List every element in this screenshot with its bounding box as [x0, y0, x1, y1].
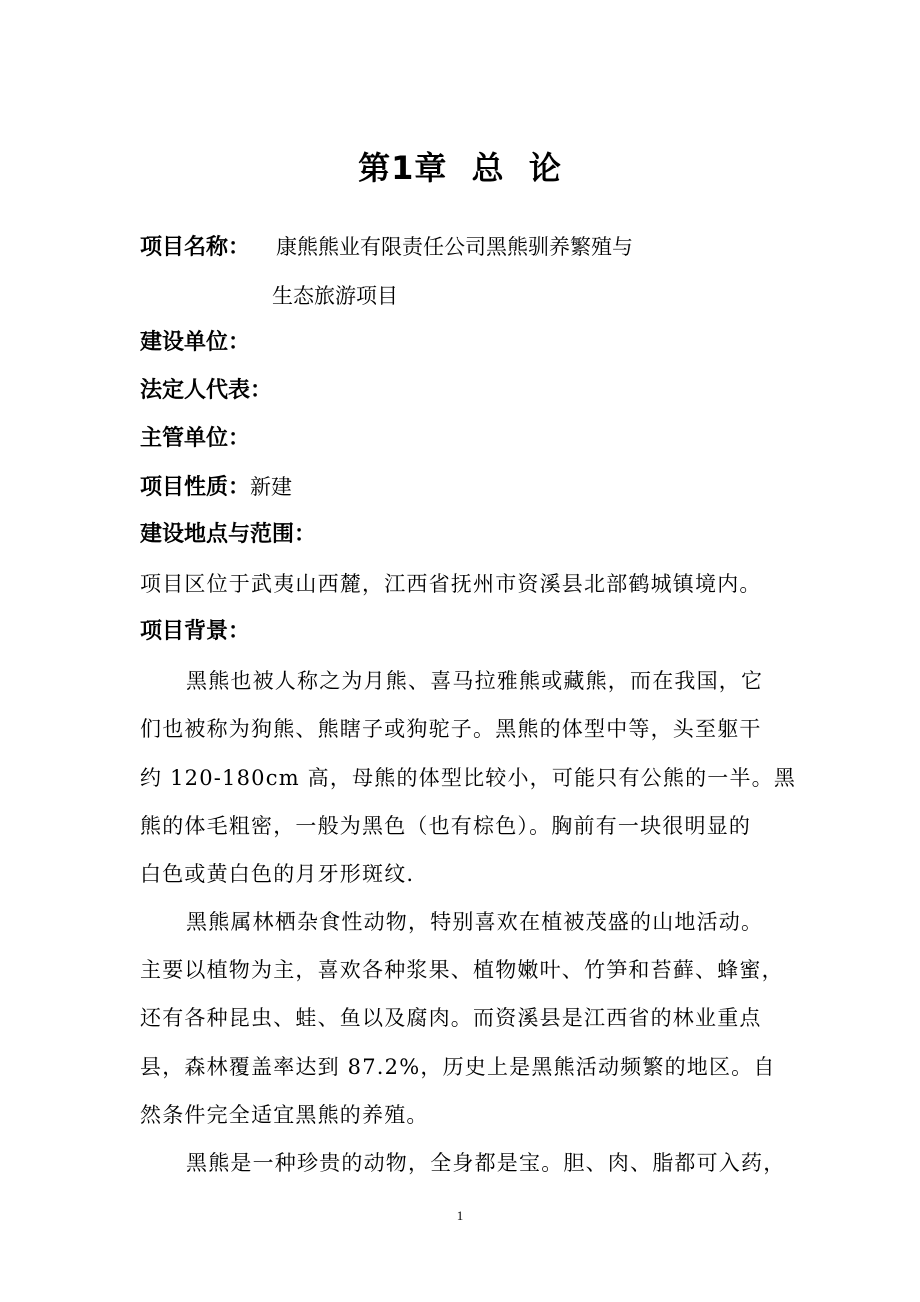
project-nature-row	[140, 472, 292, 504]
location-text: 项目区位于武夷山西麓，江西省抚州市资溪县北部鹤城镇境内。	[140, 572, 762, 596]
legal-representative-label: 法定人代表：	[140, 378, 273, 403]
paragraph-1-line: 白色或黄白色的月牙形斑纹.	[140, 862, 415, 886]
paragraph-3-line: 黑熊是一种珍贵的动物，全身都是宝。胆、肉、脂都可入药，	[186, 1151, 786, 1175]
project-nature-label: 项目性质：	[140, 475, 251, 500]
paragraph-2-line: 还有各种昆虫、蛙、鱼以及腐肉。而资溪县是江西省的林业重点	[140, 1006, 762, 1030]
paragraph-1-line: 熊的体毛粗密，一般为黑色（也有棕色）。胸前有一块很明显的	[140, 814, 752, 838]
project-nature-value: 新建	[250, 475, 293, 499]
paragraph-1-line: 黑熊也被人称之为月熊、喜马拉雅熊或藏熊，而在我国，它	[186, 669, 764, 693]
paragraph-2-line: 主要以植物为主，喜欢各种浆果、植物嫩叶、竹笋和苔藓、蜂蜜，	[140, 958, 784, 982]
project-name-row	[140, 232, 633, 264]
project-name-label: 项目名称：	[140, 235, 251, 260]
paragraph-1-line: 们也被称为狗熊、熊瞎子或狗驼子。黑熊的体型中等，头至躯干	[140, 717, 762, 741]
paragraph-2-line: 然条件完全适宜黑熊的养殖。	[140, 1103, 429, 1127]
builder-label: 建设单位：	[140, 330, 251, 355]
project-name-value-line2: 生态旅游项目	[272, 284, 398, 308]
project-name-value-line1: 康熊熊业有限责任公司黑熊驯养繁殖与	[276, 235, 634, 259]
paragraph-2-line: 县，森林覆盖率达到 87.2%，历史上是黑熊活动频繁的地区。自	[140, 1055, 776, 1079]
paragraph-2-line: 黑熊属林栖杂食性动物，特别喜欢在植被茂盛的山地活动。	[186, 910, 764, 934]
background-label: 项目背景：	[140, 619, 251, 644]
chapter-title: 第1章 总 论	[358, 149, 562, 187]
paragraph-1-line: 约 120-180cm 高，母熊的体型比较小，可能只有公熊的一半。黑	[140, 766, 797, 790]
page-number: 1	[456, 1208, 464, 1223]
authority-label: 主管单位：	[140, 426, 251, 451]
location-label: 建设地点与范围：	[140, 522, 317, 547]
